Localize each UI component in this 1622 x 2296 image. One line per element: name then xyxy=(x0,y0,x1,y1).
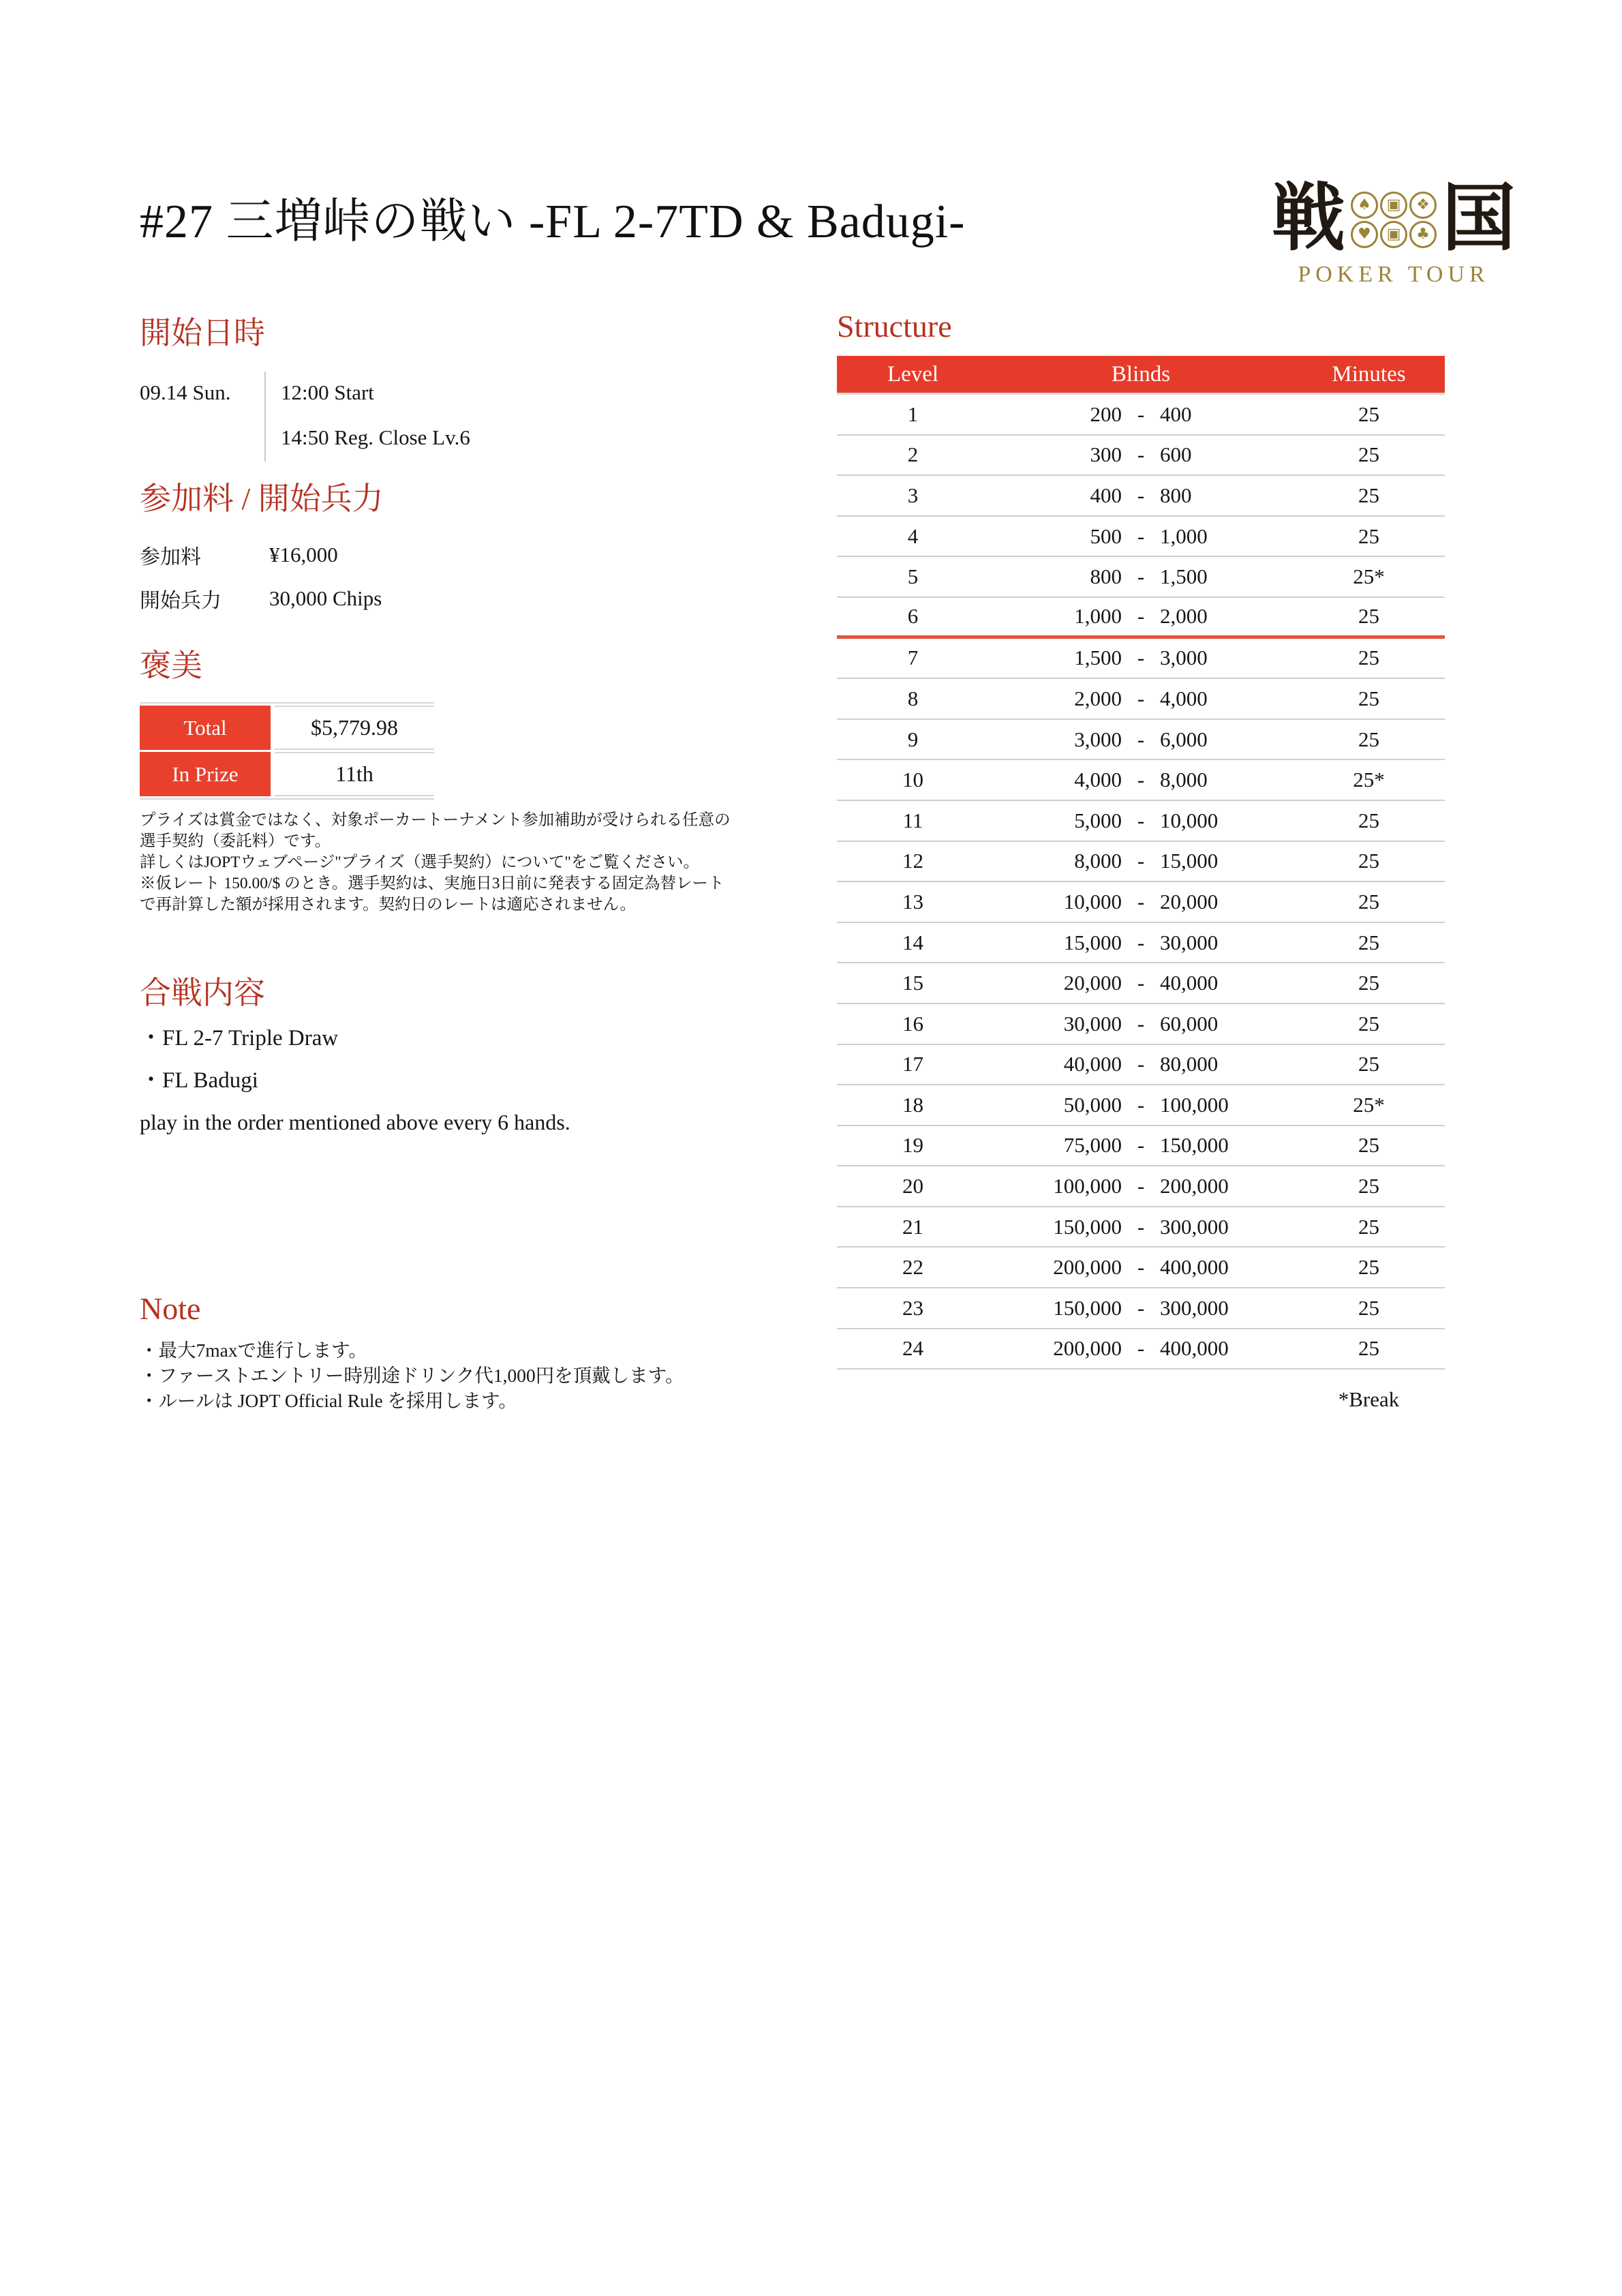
disclaimer-line: プライズは賞金ではなく、対象ポーカートーナメント参加補助が受けられる任意の xyxy=(140,811,731,829)
structure-row xyxy=(837,598,1445,639)
start-stack-label: 開始兵力 xyxy=(140,590,221,612)
small-blind: 20,000 xyxy=(1063,971,1122,995)
blinds-cell xyxy=(989,1215,1293,1239)
schedule-heading: 開始日時 xyxy=(140,316,265,350)
level-cell: 23 xyxy=(902,1295,923,1320)
blinds-dash: - xyxy=(1137,686,1145,710)
blinds-cell xyxy=(989,809,1293,833)
prize-row-inprize xyxy=(140,752,434,796)
blinds-dash: - xyxy=(1137,1092,1145,1117)
small-blind: 500 xyxy=(1090,524,1122,548)
structure-row xyxy=(837,1329,1445,1370)
structure-row xyxy=(837,963,1445,1004)
schedule-regclose-time: 14:50 Reg. Close Lv.6 xyxy=(281,425,470,449)
level-cell: 13 xyxy=(902,889,923,913)
blinds-cell xyxy=(989,890,1293,914)
blinds-cell xyxy=(989,402,1293,427)
heart-icon: ♥ xyxy=(1351,221,1378,248)
column-header-level: Level xyxy=(887,361,939,387)
structure-row xyxy=(837,557,1445,598)
entry-fee-value: ¥16,000 xyxy=(269,543,338,567)
column-header-blinds: Blinds xyxy=(1111,361,1171,387)
note-item: ・最大7maxで進行します。 xyxy=(140,1340,367,1361)
level-cell: 19 xyxy=(902,1133,923,1158)
big-blind: 100,000 xyxy=(1160,1092,1229,1117)
blinds-dash: - xyxy=(1137,1295,1145,1320)
level-cell: 10 xyxy=(902,768,923,792)
structure-row xyxy=(837,720,1445,761)
blinds-dash: - xyxy=(1137,646,1145,670)
prize-disclaimer xyxy=(140,810,808,916)
big-blind: 300,000 xyxy=(1160,1295,1229,1320)
big-blind: 8,000 xyxy=(1160,768,1208,792)
small-blind: 800 xyxy=(1090,564,1122,589)
blinds-dash: - xyxy=(1137,483,1145,507)
minutes-cell: 25 xyxy=(1358,402,1379,426)
structure-row xyxy=(837,1126,1445,1167)
big-blind: 10,000 xyxy=(1160,808,1219,832)
minutes-cell: 25 xyxy=(1358,483,1379,507)
blinds-cell xyxy=(989,442,1293,467)
level-cell: 7 xyxy=(907,646,919,670)
prize-row-total xyxy=(140,706,434,750)
small-blind: 1,000 xyxy=(1074,604,1122,629)
prize-total-value: $5,779.98 xyxy=(275,706,434,750)
structure-row xyxy=(837,801,1445,842)
structure-row xyxy=(837,923,1445,964)
minutes-cell: 25 xyxy=(1358,686,1379,710)
small-blind: 3,000 xyxy=(1074,727,1122,751)
blinds-dash: - xyxy=(1137,564,1145,589)
big-blind: 2,000 xyxy=(1160,604,1208,629)
small-blind: 400 xyxy=(1090,483,1122,507)
small-blind: 200,000 xyxy=(1053,1255,1122,1280)
level-cell: 22 xyxy=(902,1255,923,1280)
small-blind: 10,000 xyxy=(1063,889,1122,913)
big-blind: 80,000 xyxy=(1160,1052,1219,1076)
blinds-cell xyxy=(989,727,1293,752)
blinds-dash: - xyxy=(1137,930,1145,954)
schedule-start-time: 12:00 Start xyxy=(281,380,374,404)
small-blind: 200,000 xyxy=(1053,1336,1122,1361)
minutes-cell: 25 xyxy=(1358,1174,1379,1198)
blinds-dash: - xyxy=(1137,604,1145,629)
small-blind: 100,000 xyxy=(1053,1174,1122,1198)
logo-kanji-row xyxy=(1271,179,1516,260)
big-blind: 1,500 xyxy=(1160,564,1208,589)
blinds-cell xyxy=(989,524,1293,549)
minutes-cell: 25* xyxy=(1353,564,1385,589)
minutes-cell: 25 xyxy=(1358,1052,1379,1076)
structure-row xyxy=(837,476,1445,517)
minutes-cell: 25 xyxy=(1358,646,1379,670)
small-blind: 2,000 xyxy=(1074,686,1122,710)
structure-row xyxy=(837,1004,1445,1045)
small-blind: 150,000 xyxy=(1053,1214,1122,1239)
blinds-cell xyxy=(989,1133,1293,1158)
disclaimer-line: 詳しくはJOPTウェブページ"プライズ（選手契約）について"をご覧ください。 xyxy=(140,854,699,871)
minutes-cell: 25 xyxy=(1358,889,1379,913)
logo-brand-text: POKER TOUR xyxy=(1298,262,1490,287)
minutes-cell: 25 xyxy=(1358,930,1379,954)
start-stack-value: 30,000 Chips xyxy=(269,586,382,610)
minutes-cell: 25 xyxy=(1358,1133,1379,1158)
structure-row xyxy=(837,517,1445,558)
big-blind: 4,000 xyxy=(1160,686,1208,710)
level-cell: 6 xyxy=(907,604,919,629)
structure-row xyxy=(837,639,1445,680)
blinds-dash: - xyxy=(1137,889,1145,913)
structure-table-body xyxy=(837,395,1445,1370)
blinds-dash: - xyxy=(1137,442,1145,467)
small-blind: 8,000 xyxy=(1074,849,1122,873)
spade-icon: ♠ xyxy=(1351,192,1378,219)
note-item: ・ルールは JOPT Official Rule を採用します。 xyxy=(140,1390,517,1411)
entry-table xyxy=(140,533,382,620)
prize-inprize-label: In Prize xyxy=(140,752,271,796)
blinds-cell xyxy=(989,646,1293,670)
blinds-cell xyxy=(989,1052,1293,1076)
level-cell: 16 xyxy=(902,1011,923,1036)
prize-heading: 褒美 xyxy=(140,648,202,683)
blinds-dash: - xyxy=(1137,1011,1145,1036)
big-blind: 15,000 xyxy=(1160,849,1219,873)
blinds-cell xyxy=(989,604,1293,629)
minutes-cell: 25 xyxy=(1358,442,1379,467)
small-blind: 200 xyxy=(1090,402,1122,426)
blinds-cell xyxy=(989,768,1293,792)
break-footnote: *Break xyxy=(1338,1387,1400,1411)
minutes-cell: 25 xyxy=(1358,1295,1379,1320)
big-blind: 300,000 xyxy=(1160,1214,1229,1239)
small-blind: 150,000 xyxy=(1053,1295,1122,1320)
blinds-dash: - xyxy=(1137,971,1145,995)
structure-row xyxy=(837,436,1445,477)
blinds-cell xyxy=(989,564,1293,589)
small-blind: 40,000 xyxy=(1063,1052,1122,1076)
schedule-table xyxy=(140,372,470,462)
structure-table-header xyxy=(837,356,1445,395)
minutes-cell: 25 xyxy=(1358,849,1379,873)
big-blind: 30,000 xyxy=(1160,930,1219,954)
small-blind: 15,000 xyxy=(1063,930,1122,954)
big-blind: 400,000 xyxy=(1160,1336,1229,1361)
blinds-dash: - xyxy=(1137,1174,1145,1198)
schedule-date: 09.14 Sun. xyxy=(140,372,266,462)
blinds-cell xyxy=(989,1093,1293,1117)
note-item: ・ファーストエントリー時別途ドリンク代1,000円を頂戴します。 xyxy=(140,1365,684,1386)
note-list xyxy=(140,1338,684,1413)
level-cell: 20 xyxy=(902,1174,923,1198)
level-cell: 14 xyxy=(902,930,923,954)
big-blind: 6,000 xyxy=(1160,727,1208,751)
blinds-dash: - xyxy=(1137,524,1145,548)
minutes-cell: 25 xyxy=(1358,1011,1379,1036)
small-blind: 50,000 xyxy=(1063,1092,1122,1117)
minutes-cell: 25 xyxy=(1358,1214,1379,1239)
blinds-cell xyxy=(989,1255,1293,1280)
structure-row xyxy=(837,1085,1445,1126)
diamond-icon: ❖ xyxy=(1409,192,1437,219)
level-cell: 3 xyxy=(907,483,919,507)
prize-inprize-value: 11th xyxy=(275,752,434,796)
structure-heading: Structure xyxy=(837,309,952,344)
structure-row xyxy=(837,1248,1445,1288)
big-blind: 400 xyxy=(1160,402,1192,426)
disclaimer-line: 選手契約（委託料）です。 xyxy=(140,832,331,850)
contents-item: ・FL Badugi xyxy=(140,1068,258,1093)
big-blind: 3,000 xyxy=(1160,646,1208,670)
big-blind: 150,000 xyxy=(1160,1133,1229,1158)
small-blind: 300 xyxy=(1090,442,1122,467)
disclaimer-line: ※仮レート 150.00/$ のとき。選手契約は、実施日3日前に発表する固定為替レート xyxy=(140,875,724,892)
blinds-dash: - xyxy=(1137,1052,1145,1076)
minutes-cell: 25* xyxy=(1353,768,1385,792)
big-blind: 1,000 xyxy=(1160,524,1208,548)
structure-row xyxy=(837,395,1445,436)
blinds-cell xyxy=(989,849,1293,873)
structure-row xyxy=(837,1045,1445,1086)
level-cell: 24 xyxy=(902,1336,923,1361)
level-cell: 15 xyxy=(902,971,923,995)
logo-suit-grid xyxy=(1351,192,1437,248)
blinds-dash: - xyxy=(1137,1133,1145,1158)
prize-table xyxy=(140,702,434,800)
entry-row xyxy=(140,533,382,577)
blinds-dash: - xyxy=(1137,768,1145,792)
blinds-dash: - xyxy=(1137,402,1145,426)
minutes-cell: 25 xyxy=(1358,524,1379,548)
level-cell: 17 xyxy=(902,1052,923,1076)
blinds-dash: - xyxy=(1137,1214,1145,1239)
blinds-cell xyxy=(989,1296,1293,1320)
prize-total-label: Total xyxy=(140,706,271,750)
big-blind: 40,000 xyxy=(1160,971,1219,995)
blinds-cell xyxy=(989,931,1293,955)
logo-kanji-right: 国 xyxy=(1442,179,1516,260)
blinds-dash: - xyxy=(1137,1336,1145,1361)
blinds-cell xyxy=(989,1174,1293,1198)
big-blind: 60,000 xyxy=(1160,1011,1219,1036)
structure-row xyxy=(837,842,1445,883)
logo-kanji-left: 戦 xyxy=(1271,179,1345,260)
sengoku-poker-tour-logo xyxy=(1271,179,1516,288)
small-blind: 4,000 xyxy=(1074,768,1122,792)
contents-list xyxy=(140,1017,338,1102)
blinds-cell xyxy=(989,483,1293,508)
level-cell: 9 xyxy=(907,727,919,751)
minutes-cell: 25 xyxy=(1358,604,1379,629)
blinds-cell xyxy=(989,1336,1293,1361)
minutes-cell: 25* xyxy=(1353,1092,1385,1117)
level-cell: 18 xyxy=(902,1092,923,1117)
big-blind: 200,000 xyxy=(1160,1174,1229,1198)
big-blind: 600 xyxy=(1160,442,1192,467)
disclaimer-line: で再計算した額が採用されます。契約日のレートは適応されません。 xyxy=(140,896,637,913)
entry-fee-label: 参加料 xyxy=(140,546,201,569)
blinds-dash: - xyxy=(1137,808,1145,832)
big-blind: 400,000 xyxy=(1160,1255,1229,1280)
blinds-dash: - xyxy=(1137,1255,1145,1280)
contents-item: ・FL 2-7 Triple Draw xyxy=(140,1026,339,1051)
level-cell: 1 xyxy=(907,402,919,426)
minutes-cell: 25 xyxy=(1358,1255,1379,1280)
minutes-cell: 25 xyxy=(1358,808,1379,832)
blinds-dash: - xyxy=(1137,849,1145,873)
big-blind: 800 xyxy=(1160,483,1192,507)
entry-heading: 参加料 / 開始兵力 xyxy=(140,481,384,516)
note-heading: Note xyxy=(140,1291,201,1326)
small-blind: 30,000 xyxy=(1063,1011,1122,1036)
blinds-cell xyxy=(989,1012,1293,1036)
structure-table xyxy=(837,356,1445,1370)
level-cell: 5 xyxy=(907,564,919,589)
structure-row xyxy=(837,1288,1445,1329)
structure-row xyxy=(837,679,1445,720)
structure-row xyxy=(837,760,1445,801)
big-blind: 20,000 xyxy=(1160,889,1219,913)
level-cell: 4 xyxy=(907,524,919,548)
level-cell: 21 xyxy=(902,1214,923,1239)
entry-row xyxy=(140,577,382,620)
page-title: #27 三増峠の戦い -FL 2-7TD & Badugi- xyxy=(140,196,966,248)
column-header-minutes: Minutes xyxy=(1332,361,1406,387)
level-cell: 11 xyxy=(902,808,923,832)
blinds-dash: - xyxy=(1137,727,1145,751)
contents-footer: play in the order mentioned above every 6 hands. xyxy=(140,1110,570,1134)
minutes-cell: 25 xyxy=(1358,727,1379,751)
structure-row xyxy=(837,1207,1445,1248)
structure-row xyxy=(837,1166,1445,1207)
small-blind: 75,000 xyxy=(1063,1133,1122,1158)
small-blind: 1,500 xyxy=(1074,646,1122,670)
dice-icon: ▣ xyxy=(1380,221,1407,248)
dice-icon: ▣ xyxy=(1380,192,1407,219)
blinds-cell xyxy=(989,686,1293,711)
structure-row xyxy=(837,882,1445,923)
minutes-cell: 25 xyxy=(1358,1336,1379,1361)
blinds-cell xyxy=(989,971,1293,995)
small-blind: 5,000 xyxy=(1074,808,1122,832)
club-icon: ♣ xyxy=(1409,221,1437,248)
minutes-cell: 25 xyxy=(1358,971,1379,995)
level-cell: 2 xyxy=(907,442,919,467)
contents-heading: 合戦内容 xyxy=(140,976,265,1010)
level-cell: 12 xyxy=(902,849,923,873)
level-cell: 8 xyxy=(907,686,919,710)
